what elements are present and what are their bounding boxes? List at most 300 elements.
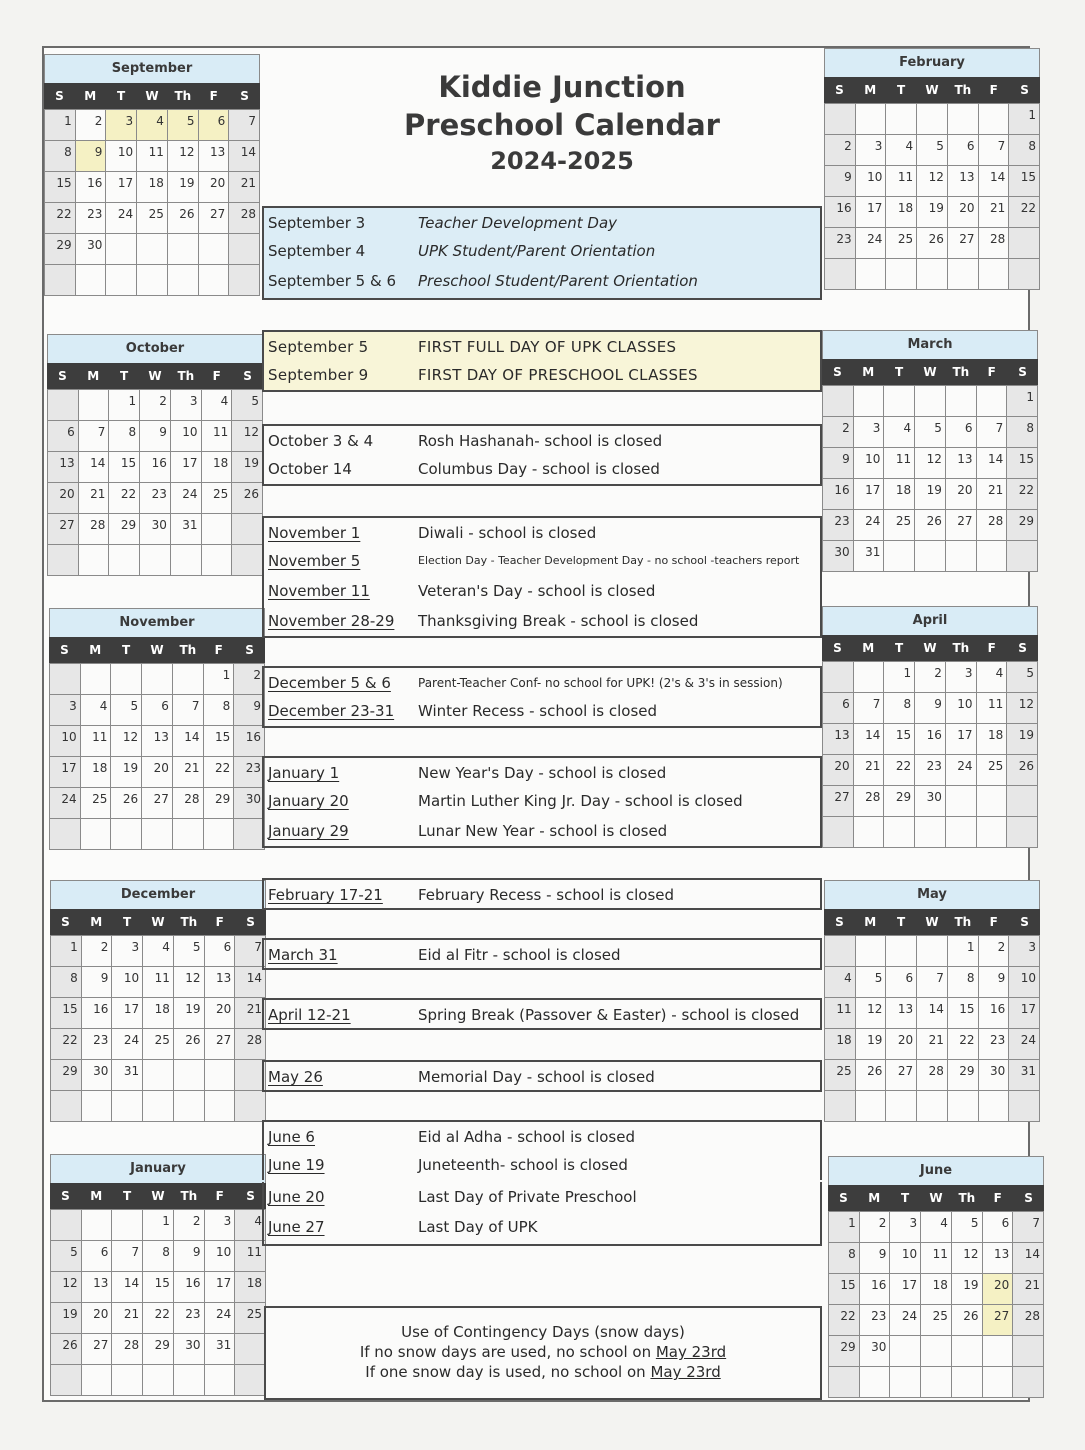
event-date: November 11 xyxy=(268,582,370,600)
contingency-text: If one snow day is used, no school on xyxy=(365,1363,651,1381)
day-cell: 6 xyxy=(886,967,917,998)
day-cell: 11 xyxy=(977,693,1008,724)
weekday-header xyxy=(49,637,265,663)
day-cell: 21 xyxy=(235,998,266,1029)
day-cell: 11 xyxy=(202,421,233,452)
empty-day-cell xyxy=(109,545,140,576)
day-cell: 28 xyxy=(977,510,1008,541)
day-cell: 11 xyxy=(884,448,915,479)
day-cell: 26 xyxy=(1007,755,1038,786)
event-date: January 20 xyxy=(268,792,349,810)
day-cell: 20 xyxy=(142,757,173,788)
weekday-label: F xyxy=(987,641,996,655)
empty-day-cell xyxy=(106,265,137,296)
event-row xyxy=(262,1212,822,1246)
day-cell: 1 xyxy=(204,664,235,695)
day-cell: 25 xyxy=(143,1029,174,1060)
event-name: FIRST DAY OF PRESCHOOL CLASSES xyxy=(418,366,698,384)
empty-day-cell xyxy=(51,1091,82,1122)
day-cell: 30 xyxy=(915,786,946,817)
day-grid xyxy=(822,385,1038,572)
weekday-label: Th xyxy=(952,641,970,655)
day-cell: 12 xyxy=(1007,693,1038,724)
day-cell: 24 xyxy=(946,755,977,786)
day-cell: 2 xyxy=(825,135,856,166)
day-cell: 15 xyxy=(45,172,76,203)
day-cell: 9 xyxy=(140,421,171,452)
empty-day-cell xyxy=(983,1336,1014,1367)
event-name: Martin Luther King Jr. Day - school is closed xyxy=(418,792,743,810)
day-cell: 10 xyxy=(50,726,81,757)
day-cell: 31 xyxy=(854,541,885,572)
day-cell: 23 xyxy=(825,228,856,259)
day-cell: 15 xyxy=(1007,448,1038,479)
day-cell: 20 xyxy=(82,1303,113,1334)
day-cell: 29 xyxy=(829,1336,860,1367)
empty-day-cell xyxy=(229,234,260,265)
day-cell: 2 xyxy=(76,110,107,141)
day-cell: 12 xyxy=(111,726,142,757)
empty-day-cell xyxy=(979,104,1010,135)
weekday-label: S xyxy=(245,643,254,657)
weekday-label: S xyxy=(839,1191,848,1205)
empty-day-cell xyxy=(174,1365,205,1396)
empty-day-cell xyxy=(51,1210,82,1241)
empty-day-cell xyxy=(111,819,142,850)
day-cell: 18 xyxy=(886,197,917,228)
weekday-label: T xyxy=(897,915,906,929)
event-row xyxy=(262,666,822,696)
day-cell: 26 xyxy=(952,1305,983,1336)
weekday-label: T xyxy=(897,83,906,97)
day-cell: 29 xyxy=(1007,510,1038,541)
day-cell: 22 xyxy=(948,1029,979,1060)
day-cell: 22 xyxy=(829,1305,860,1336)
day-cell: 7 xyxy=(977,417,1008,448)
event-row xyxy=(262,576,822,606)
day-cell: 29 xyxy=(143,1334,174,1365)
empty-day-cell xyxy=(977,386,1008,417)
day-cell: 17 xyxy=(854,479,885,510)
empty-day-cell xyxy=(106,234,137,265)
day-cell: 24 xyxy=(890,1305,921,1336)
empty-day-cell xyxy=(79,545,110,576)
day-cell: 20 xyxy=(948,197,979,228)
month-may xyxy=(824,880,1040,1122)
empty-day-cell xyxy=(51,1365,82,1396)
empty-day-cell xyxy=(884,541,915,572)
weekday-label: F xyxy=(215,1189,224,1203)
day-cell: 19 xyxy=(856,1029,887,1060)
day-cell: 17 xyxy=(106,172,137,203)
day-cell: 25 xyxy=(977,755,1008,786)
event-row xyxy=(262,1120,822,1150)
day-cell: 13 xyxy=(142,726,173,757)
day-cell: 18 xyxy=(137,172,168,203)
day-cell: 24 xyxy=(856,228,887,259)
day-cell: 9 xyxy=(823,448,854,479)
day-cell: 9 xyxy=(234,695,265,726)
day-cell: 5 xyxy=(51,1241,82,1272)
day-cell: 20 xyxy=(946,479,977,510)
weekday-label: M xyxy=(87,369,100,383)
day-cell: 23 xyxy=(823,510,854,541)
weekday-label: W xyxy=(150,643,164,657)
day-cell: 28 xyxy=(173,788,204,819)
empty-day-cell xyxy=(50,664,81,695)
day-cell: 7 xyxy=(235,936,266,967)
day-cell: 12 xyxy=(174,967,205,998)
title-school-name: Kiddie Junction xyxy=(438,70,686,104)
event-name: Memorial Day - school is closed xyxy=(418,1068,655,1086)
day-cell: 4 xyxy=(143,936,174,967)
day-cell: 28 xyxy=(79,514,110,545)
day-cell: 16 xyxy=(140,452,171,483)
day-cell: 13 xyxy=(823,724,854,755)
empty-day-cell xyxy=(82,1091,113,1122)
contingency-line-no-days xyxy=(266,1342,820,1362)
empty-day-cell xyxy=(173,819,204,850)
day-cell: 13 xyxy=(205,967,236,998)
empty-day-cell xyxy=(829,1367,860,1398)
day-cell: 20 xyxy=(983,1274,1014,1305)
event-row xyxy=(262,696,822,728)
event-row xyxy=(262,606,822,638)
day-cell: 15 xyxy=(51,998,82,1029)
empty-day-cell xyxy=(856,936,887,967)
day-cell: 3 xyxy=(112,936,143,967)
event-row xyxy=(262,424,822,454)
event-name: FIRST FULL DAY OF UPK CLASSES xyxy=(418,338,677,356)
empty-day-cell xyxy=(977,541,1008,572)
weekday-label: Th xyxy=(180,1189,198,1203)
day-cell: 28 xyxy=(235,1029,266,1060)
day-cell: 23 xyxy=(234,757,265,788)
day-cell: 5 xyxy=(232,390,263,421)
weekday-header xyxy=(47,363,263,389)
day-cell: 13 xyxy=(199,141,230,172)
day-cell: 12 xyxy=(51,1272,82,1303)
month-name: June xyxy=(828,1156,1044,1185)
day-cell: 31 xyxy=(112,1060,143,1091)
empty-day-cell xyxy=(1013,1367,1044,1398)
event-date: January 1 xyxy=(268,764,340,782)
event-row xyxy=(262,516,822,546)
month-name: January xyxy=(50,1154,266,1183)
day-grid xyxy=(822,661,1038,848)
empty-day-cell xyxy=(948,259,979,290)
empty-day-cell xyxy=(915,386,946,417)
day-cell: 5 xyxy=(168,110,199,141)
day-cell: 21 xyxy=(977,479,1008,510)
weekday-label: M xyxy=(862,365,875,379)
day-cell: 1 xyxy=(143,1210,174,1241)
empty-day-cell xyxy=(173,664,204,695)
weekday-label: F xyxy=(212,369,221,383)
day-cell: 29 xyxy=(45,234,76,265)
day-cell: 12 xyxy=(915,448,946,479)
day-cell: 30 xyxy=(174,1334,205,1365)
day-cell: 30 xyxy=(979,1060,1010,1091)
day-cell: 25 xyxy=(202,483,233,514)
day-cell: 15 xyxy=(143,1272,174,1303)
day-cell: 16 xyxy=(174,1272,205,1303)
day-cell: 18 xyxy=(235,1272,266,1303)
day-cell: 17 xyxy=(205,1272,236,1303)
empty-day-cell xyxy=(915,541,946,572)
empty-day-cell xyxy=(825,1091,856,1122)
empty-day-cell xyxy=(854,662,885,693)
day-cell: 26 xyxy=(232,483,263,514)
day-cell: 20 xyxy=(886,1029,917,1060)
month-name: February xyxy=(824,48,1040,77)
day-cell: 25 xyxy=(137,203,168,234)
day-cell: 2 xyxy=(860,1212,891,1243)
empty-day-cell xyxy=(1009,1091,1040,1122)
month-march xyxy=(822,330,1038,572)
month-name: December xyxy=(50,880,266,909)
day-cell: 2 xyxy=(82,936,113,967)
day-cell: 7 xyxy=(854,693,885,724)
empty-day-cell xyxy=(168,265,199,296)
day-cell: 19 xyxy=(111,757,142,788)
day-cell: 15 xyxy=(204,726,235,757)
day-cell: 14 xyxy=(235,967,266,998)
empty-day-cell xyxy=(979,1091,1010,1122)
day-cell: 12 xyxy=(917,166,948,197)
month-november xyxy=(49,608,265,850)
month-name: April xyxy=(822,606,1038,635)
event-date: September 3 xyxy=(268,214,366,232)
empty-day-cell xyxy=(137,265,168,296)
day-cell: 10 xyxy=(854,448,885,479)
day-cell: 1 xyxy=(1007,386,1038,417)
day-cell: 18 xyxy=(921,1274,952,1305)
event-date: June 6 xyxy=(268,1128,315,1146)
day-cell: 4 xyxy=(81,695,112,726)
weekday-label: S xyxy=(835,83,844,97)
event-row xyxy=(262,330,822,360)
empty-day-cell xyxy=(199,265,230,296)
day-cell: 18 xyxy=(81,757,112,788)
day-cell: 27 xyxy=(823,786,854,817)
day-cell: 25 xyxy=(825,1060,856,1091)
empty-day-cell xyxy=(79,390,110,421)
event-row xyxy=(262,206,822,236)
day-cell: 2 xyxy=(979,936,1010,967)
day-cell: 29 xyxy=(948,1060,979,1091)
event-name: Spring Break (Passover & Easter) - school is closed xyxy=(418,1006,800,1024)
empty-day-cell xyxy=(946,386,977,417)
day-cell: 29 xyxy=(884,786,915,817)
day-cell: 17 xyxy=(890,1274,921,1305)
day-cell: 4 xyxy=(884,417,915,448)
weekday-label: S xyxy=(1018,365,1027,379)
empty-day-cell xyxy=(142,664,173,695)
day-cell: 14 xyxy=(229,141,260,172)
day-cell: 23 xyxy=(82,1029,113,1060)
day-cell: 27 xyxy=(205,1029,236,1060)
empty-day-cell xyxy=(229,265,260,296)
day-cell: 10 xyxy=(946,693,977,724)
weekday-label: S xyxy=(61,1189,70,1203)
day-cell: 10 xyxy=(112,967,143,998)
weekday-label: M xyxy=(90,1189,103,1203)
weekday-label: W xyxy=(151,1189,165,1203)
event-row xyxy=(262,878,822,910)
weekday-label: W xyxy=(925,915,939,929)
day-cell: 23 xyxy=(860,1305,891,1336)
day-cell: 9 xyxy=(174,1241,205,1272)
event-date: November 5 xyxy=(268,552,361,570)
month-december xyxy=(50,880,266,1122)
day-cell: 16 xyxy=(234,726,265,757)
day-cell: 25 xyxy=(235,1303,266,1334)
day-cell: 5 xyxy=(915,417,946,448)
day-cell: 9 xyxy=(825,166,856,197)
day-cell: 26 xyxy=(168,203,199,234)
weekday-label: W xyxy=(151,915,165,929)
empty-day-cell xyxy=(137,234,168,265)
day-cell: 27 xyxy=(886,1060,917,1091)
day-cell: 2 xyxy=(234,664,265,695)
day-cell: 31 xyxy=(205,1334,236,1365)
day-cell: 9 xyxy=(860,1243,891,1274)
day-cell: 14 xyxy=(979,166,1010,197)
day-cell: 10 xyxy=(171,421,202,452)
event-date: September 9 xyxy=(268,366,369,384)
day-cell: 8 xyxy=(829,1243,860,1274)
weekday-label: T xyxy=(120,369,129,383)
event-name: February Recess - school is closed xyxy=(418,886,675,904)
day-cell: 9 xyxy=(82,967,113,998)
empty-day-cell xyxy=(199,234,230,265)
day-cell: 14 xyxy=(854,724,885,755)
empty-day-cell xyxy=(1007,786,1038,817)
day-cell: 13 xyxy=(48,452,79,483)
day-cell: 27 xyxy=(82,1334,113,1365)
month-name: October xyxy=(47,334,263,363)
contingency-heading: Use of Contingency Days (snow days) xyxy=(401,1323,685,1341)
weekday-label: W xyxy=(925,83,939,97)
empty-day-cell xyxy=(76,265,107,296)
day-cell: 15 xyxy=(948,998,979,1029)
month-name: May xyxy=(824,880,1040,909)
weekday-label: T xyxy=(895,365,904,379)
weekday-header xyxy=(50,909,266,935)
event-date: October 3 & 4 xyxy=(268,432,374,450)
weekday-header xyxy=(822,635,1038,661)
empty-day-cell xyxy=(111,664,142,695)
weekday-label: S xyxy=(833,641,842,655)
weekday-label: M xyxy=(90,915,103,929)
day-cell: 25 xyxy=(81,788,112,819)
day-cell: 6 xyxy=(948,135,979,166)
empty-day-cell xyxy=(884,386,915,417)
weekday-label: Th xyxy=(179,643,197,657)
event-name: Rosh Hashanah- school is closed xyxy=(418,432,663,450)
empty-day-cell xyxy=(235,1334,266,1365)
empty-day-cell xyxy=(979,259,1010,290)
event-date: June 19 xyxy=(268,1156,325,1174)
day-cell: 18 xyxy=(202,452,233,483)
day-cell: 5 xyxy=(917,135,948,166)
event-date: November 28-29 xyxy=(268,612,395,630)
day-cell: 20 xyxy=(48,483,79,514)
day-cell: 24 xyxy=(205,1303,236,1334)
day-cell: 21 xyxy=(112,1303,143,1334)
empty-day-cell xyxy=(205,1060,236,1091)
empty-day-cell xyxy=(886,259,917,290)
title-school-year: 2024-2025 xyxy=(490,147,634,175)
day-cell: 1 xyxy=(948,936,979,967)
event-row xyxy=(262,938,822,970)
day-cell: 8 xyxy=(143,1241,174,1272)
day-cell: 9 xyxy=(915,693,946,724)
day-cell: 14 xyxy=(917,998,948,1029)
day-cell: 3 xyxy=(106,110,137,141)
empty-day-cell xyxy=(886,104,917,135)
day-cell: 1 xyxy=(45,110,76,141)
day-cell: 6 xyxy=(142,695,173,726)
day-cell: 23 xyxy=(76,203,107,234)
weekday-header xyxy=(824,77,1040,103)
empty-day-cell xyxy=(860,1367,891,1398)
day-cell: 28 xyxy=(979,228,1010,259)
day-cell: 20 xyxy=(823,755,854,786)
empty-day-cell xyxy=(202,514,233,545)
day-cell: 23 xyxy=(140,483,171,514)
day-cell: 16 xyxy=(979,998,1010,1029)
contingency-line-one-day xyxy=(266,1362,820,1382)
empty-day-cell xyxy=(171,545,202,576)
day-cell: 21 xyxy=(917,1029,948,1060)
event-row xyxy=(262,1060,822,1092)
day-cell: 14 xyxy=(173,726,204,757)
empty-day-cell xyxy=(232,545,263,576)
weekday-label: F xyxy=(987,365,996,379)
month-january xyxy=(50,1154,266,1396)
day-cell: 7 xyxy=(112,1241,143,1272)
empty-day-cell xyxy=(143,1091,174,1122)
empty-day-cell xyxy=(946,817,977,848)
day-cell: 12 xyxy=(952,1243,983,1274)
event-name: Teacher Development Day xyxy=(418,214,618,232)
event-name: Thanksgiving Break - school is closed xyxy=(418,612,699,630)
day-cell: 22 xyxy=(109,483,140,514)
day-cell: 15 xyxy=(829,1274,860,1305)
weekday-label: S xyxy=(61,915,70,929)
day-cell: 2 xyxy=(174,1210,205,1241)
day-cell: 4 xyxy=(202,390,233,421)
day-cell: 12 xyxy=(856,998,887,1029)
weekday-label: F xyxy=(989,83,998,97)
contingency-date: May 23rd xyxy=(655,1343,727,1361)
event-row xyxy=(262,1182,822,1212)
event-date: June 20 xyxy=(268,1188,325,1206)
day-cell: 29 xyxy=(109,514,140,545)
day-cell: 21 xyxy=(229,172,260,203)
day-cell: 27 xyxy=(948,228,979,259)
day-cell: 20 xyxy=(199,172,230,203)
weekday-label: Th xyxy=(180,915,198,929)
event-row xyxy=(262,266,822,300)
empty-day-cell xyxy=(205,1365,236,1396)
empty-day-cell xyxy=(983,1367,1014,1398)
day-cell: 27 xyxy=(983,1305,1014,1336)
weekday-label: F xyxy=(209,89,218,103)
day-cell: 6 xyxy=(48,421,79,452)
